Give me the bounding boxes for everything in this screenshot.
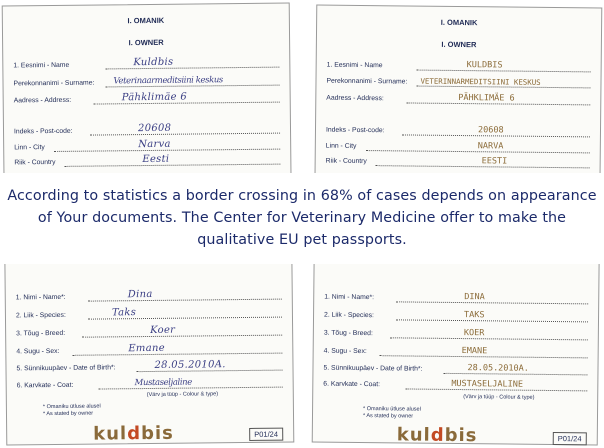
field-value: 20608 bbox=[137, 122, 172, 135]
page-number: P01/24 bbox=[249, 428, 283, 441]
field-value: DINA bbox=[464, 292, 485, 303]
owner-field-country: Riik - Country EESTI bbox=[326, 154, 590, 169]
owner-header-et: I. OMANIK bbox=[440, 17, 478, 28]
field-value: Narva bbox=[138, 138, 171, 151]
owner-field-name: 1. Eesnimi - Name KULDBIS bbox=[327, 58, 591, 73]
field-value: Taks bbox=[111, 307, 137, 319]
animal-field-sex: 4. Sugu - Sex: Emane bbox=[16, 342, 282, 357]
footnote-et: * Omaniku ütluse alusel bbox=[42, 403, 101, 411]
field-value: KULDBIS bbox=[466, 60, 503, 71]
field-value: KOER bbox=[463, 328, 485, 339]
owner-field-country: Riik - Country Eesti bbox=[14, 153, 280, 168]
kuldbis-logo: kuldbis bbox=[396, 424, 478, 447]
owner-header-et: I. OMANIK bbox=[127, 15, 165, 26]
page-number: P01/24 bbox=[553, 432, 587, 445]
field-value: Eesti bbox=[142, 153, 170, 166]
field-value: 28.05.2010A. bbox=[467, 363, 529, 374]
owner-field-surname: Perekonnanimi - Surname: Veterinaarmeditsiini keskus bbox=[13, 74, 279, 89]
field-value: Kuldbis bbox=[133, 56, 174, 69]
field-value: 20608 bbox=[477, 125, 504, 136]
footnote-en: * As stated by owner bbox=[362, 413, 414, 420]
owner-field-city: Linn - City Narva bbox=[14, 138, 280, 153]
animal-field-dob: 5. Sünnikuupäev - Date of Birth*: 28.05.2010A. bbox=[16, 359, 282, 374]
owner-field-postcode: Indeks - Post-code: 20608 bbox=[14, 122, 280, 137]
field-value: Dina bbox=[127, 288, 153, 301]
field-value: EESTI bbox=[481, 156, 508, 167]
animal-field-name: 1. Nimi - Name*: Dina bbox=[16, 288, 282, 303]
animal-field-sex: 4. Sugu - Sex: EMANE bbox=[324, 344, 588, 359]
field-label: 1. Eesnimi - Name bbox=[13, 61, 70, 70]
owner-field-postcode: Indeks - Post-code: 20608 bbox=[326, 123, 590, 138]
owner-field-surname: Perekonnanimi - Surname: VETERINNARMEDITSIINI KESKUS bbox=[326, 74, 590, 89]
field-value: Pähklimäe 6 bbox=[121, 91, 188, 104]
coat-note: (Värv ja tüüp - Colour & type) bbox=[146, 391, 219, 399]
field-value: Mustaseljaline bbox=[134, 377, 192, 389]
field-value: Koer bbox=[150, 324, 176, 336]
animal-field-breed: 3. Tõug - Breed: Koer bbox=[16, 324, 282, 339]
animal-field-coat: 6. Karvkate - Coat: Mustaseljaline bbox=[17, 376, 283, 391]
field-value: VETERINNARMEDITSIINI KESKUS bbox=[420, 76, 541, 87]
field-value: 28.05.2010A. bbox=[154, 359, 226, 371]
field-value: NARVA bbox=[477, 141, 504, 152]
field-value: Veterinaarmeditsiini keskus bbox=[113, 75, 223, 87]
field-value: Emane bbox=[128, 342, 165, 355]
field-value: MUSTASELJALINE bbox=[451, 378, 524, 390]
animal-field-species: 2. Liik - Species: TAKS bbox=[324, 308, 588, 323]
field-value: PÄHKLIMÄE 6 bbox=[458, 93, 515, 104]
footnote-et: * Omaniku ütluse alusel bbox=[363, 406, 421, 413]
promo-banner bbox=[0, 173, 604, 264]
owner-field-address: Aadress - Address: PÄHKLIMÄE 6 bbox=[326, 91, 590, 106]
owner-field-city: Linn - City NARVA bbox=[326, 139, 590, 154]
animal-field-dob: 5. Sünnikuupäev - Date of Birth*: 28.05.2010A. bbox=[323, 361, 587, 376]
promo-text: According to statistics a border crossing in 68% of cases depends on appearance of Your documents. The Center for Veterinary Medicine offer to make the qualitative EU pet passports. bbox=[7, 188, 597, 248]
coat-note: (Värv ja tüüp - Colour & type) bbox=[463, 394, 535, 401]
animal-field-coat: 6. Karvkate - Coat: MUSTASELJALINE bbox=[323, 377, 587, 392]
field-value: EMANE bbox=[461, 346, 488, 357]
owner-field-address: Aadress - Address: Pähklimäe 6 bbox=[14, 91, 280, 106]
owner-header-en: I. OWNER bbox=[441, 39, 477, 50]
animal-field-name: 1. Nimi - Name*: DINA bbox=[324, 290, 588, 305]
animal-field-breed: 3. Tõug - Breed: KOER bbox=[324, 326, 588, 341]
kuldbis-logo: kuldbis bbox=[93, 422, 174, 445]
field-value: TAKS bbox=[464, 310, 485, 321]
footnote-en: * As stated by owner bbox=[42, 410, 94, 418]
animal-field-species: 2. Liik - Species: Taks bbox=[16, 306, 282, 321]
owner-field-name bbox=[13, 56, 279, 71]
owner-header-en: I. OWNER bbox=[128, 37, 164, 48]
